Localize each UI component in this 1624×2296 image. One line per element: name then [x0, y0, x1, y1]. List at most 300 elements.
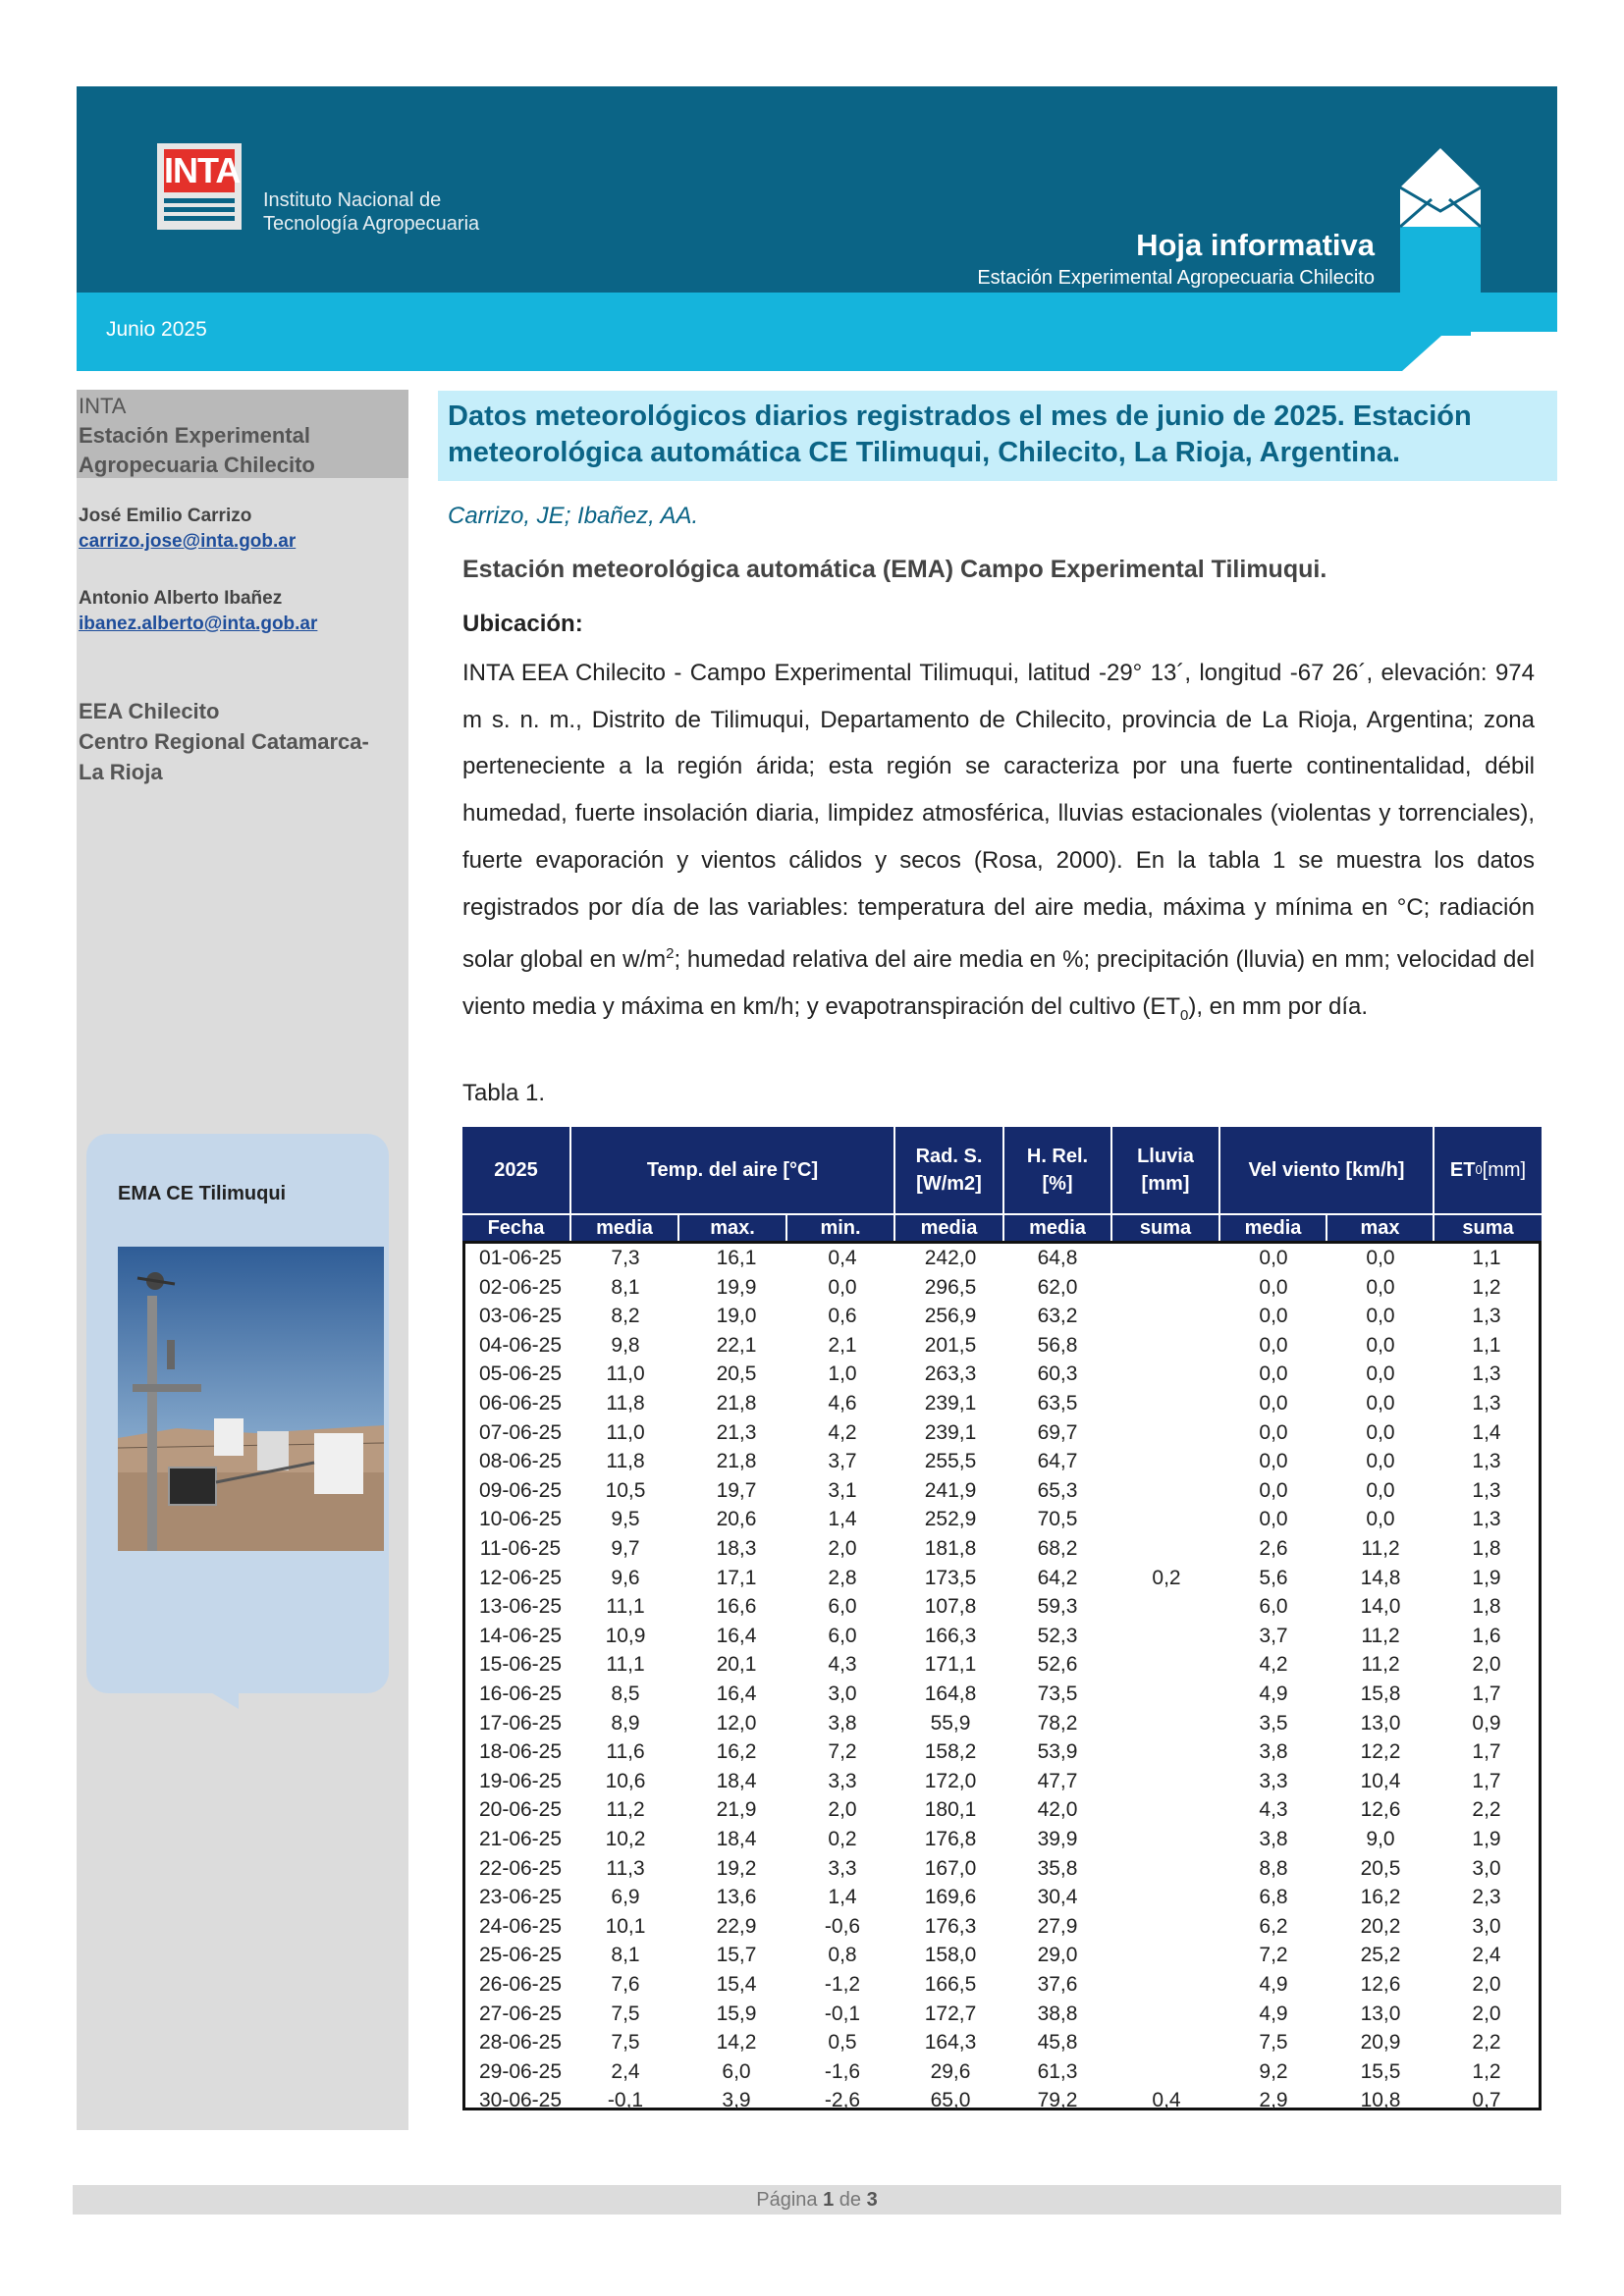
cell-et-sum: 2,0 — [1472, 2002, 1501, 2025]
cell-radiation-mean: 164,8 — [924, 1682, 977, 1705]
cell-radiation-mean: 176,8 — [924, 1828, 977, 1850]
cell-wind-mean: 3,8 — [1259, 1828, 1288, 1850]
cell-temp-min: -2,6 — [824, 2089, 861, 2112]
cell-radiation-mean: 180,1 — [924, 1798, 977, 1822]
cell-humidity-mean: 29,0 — [1037, 1944, 1078, 1967]
cell-rain-sum — [1117, 1273, 1216, 1303]
cell-date: 15-06-25 — [478, 1653, 563, 1677]
table-row — [465, 1505, 1539, 1534]
cell-temp-max: 19,9 — [716, 1275, 757, 1299]
cell-radiation-mean: 181,8 — [924, 1537, 977, 1560]
cell-wind-mean: 0,0 — [1259, 1333, 1288, 1357]
cell-et-sum: 1,1 — [1472, 1247, 1501, 1269]
cell-rain-sum — [1117, 1389, 1216, 1418]
cell-temp-max: 16,2 — [716, 1740, 757, 1764]
cell-humidity-mean: 64,7 — [1037, 1450, 1078, 1473]
cell-wind-max: 15,8 — [1360, 1682, 1401, 1705]
cell-wind-mean: 3,8 — [1259, 1740, 1288, 1764]
cell-wind-max: 10,4 — [1360, 1769, 1401, 1792]
cell-wind-mean: 5,6 — [1259, 1566, 1288, 1589]
cell-temp-min: 6,0 — [828, 1595, 857, 1619]
cell-temp-min: 1,4 — [828, 1508, 857, 1531]
cell-temp-mean: 9,6 — [611, 1566, 640, 1589]
cell-temp-max: 13,6 — [716, 1886, 757, 1909]
cell-temp-max: 16,6 — [716, 1595, 757, 1619]
cell-rain-sum: 0,2 — [1152, 1566, 1181, 1589]
header-evapotranspiration — [1435, 1127, 1542, 1213]
cell-temp-mean: 7,6 — [611, 1973, 640, 1996]
table-header — [462, 1127, 1542, 1213]
cell-wind-mean: 6,2 — [1259, 1914, 1288, 1938]
cell-wind-max: 11,2 — [1361, 1624, 1400, 1647]
header-wind-speed: Vel viento [km/h] — [1220, 1127, 1435, 1213]
cell-temp-min: 2,0 — [828, 1537, 857, 1560]
cell-radiation-mean: 263,3 — [924, 1362, 977, 1386]
cell-et-sum: 1,3 — [1472, 1508, 1501, 1531]
cell-wind-mean: 3,7 — [1259, 1624, 1288, 1647]
cell-date: 12-06-25 — [478, 1566, 563, 1589]
table-row — [465, 1622, 1539, 1651]
page-prefix: Página — [756, 2189, 824, 2211]
cell-temp-min: 3,7 — [828, 1450, 857, 1473]
author-email-1[interactable]: carrizo.jose@inta.gob.ar — [79, 531, 297, 552]
cell-wind-mean: 4,2 — [1259, 1653, 1288, 1677]
cell-humidity-mean: 30,4 — [1037, 1886, 1078, 1909]
cell-temp-min: 0,8 — [828, 1944, 857, 1967]
cell-wind-max: 0,0 — [1366, 1478, 1395, 1502]
table-row — [465, 1941, 1539, 1970]
header-relative-humidity-line2: [%] — [1042, 1173, 1073, 1195]
cell-temp-mean: 10,1 — [605, 1914, 646, 1938]
cell-temp-min: -1,6 — [824, 2059, 861, 2083]
cell-temp-max: 19,0 — [716, 1305, 757, 1328]
cell-temp-max: 22,9 — [716, 1914, 757, 1938]
cell-radiation-mean: 201,5 — [924, 1333, 977, 1357]
cell-wind-mean: 0,0 — [1259, 1420, 1288, 1444]
cell-date: 29-06-25 — [478, 2059, 563, 2083]
header-light-band — [77, 293, 1557, 371]
cell-wind-max: 12,2 — [1360, 1740, 1401, 1764]
cell-temp-mean: 11,1 — [606, 1653, 645, 1677]
table-row — [465, 2057, 1539, 2087]
station-card-tail — [199, 1685, 239, 1709]
cell-wind-max: 12,6 — [1360, 1973, 1401, 1996]
cell-et-sum: 1,8 — [1472, 1537, 1501, 1560]
cell-humidity-mean: 64,8 — [1037, 1247, 1078, 1269]
cell-wind-mean: 3,3 — [1259, 1769, 1288, 1792]
cell-radiation-mean: 65,0 — [930, 2089, 971, 2112]
cell-radiation-mean: 169,6 — [924, 1886, 977, 1909]
cell-et-sum: 1,1 — [1472, 1333, 1501, 1357]
sidebar-header-line-3: Agropecuaria Chilecito — [79, 453, 315, 477]
cell-date: 01-06-25 — [478, 1247, 563, 1269]
cell-humidity-mean: 70,5 — [1037, 1508, 1078, 1531]
cell-rain-sum: 0,4 — [1152, 2089, 1181, 2112]
cell-humidity-mean: 56,8 — [1037, 1333, 1078, 1357]
page-current: 1 — [823, 2189, 835, 2211]
cell-et-sum: 2,2 — [1472, 1798, 1501, 1822]
cell-wind-mean: 4,9 — [1259, 2002, 1288, 2025]
table-row — [465, 1709, 1539, 1738]
cell-wind-max: 0,0 — [1366, 1392, 1395, 1415]
cell-humidity-mean: 63,5 — [1037, 1392, 1078, 1415]
cell-radiation-mean: 172,7 — [924, 2002, 977, 2025]
cell-humidity-mean: 45,8 — [1037, 2031, 1078, 2055]
cell-temp-mean: 10,9 — [605, 1624, 646, 1647]
header-rainfall-line2: [mm] — [1141, 1173, 1190, 1195]
sidebar-header — [77, 390, 408, 478]
subheader-temp-mean: media — [571, 1215, 679, 1241]
cell-rain-sum — [1117, 1883, 1216, 1912]
inta-logo-stripes — [164, 198, 235, 222]
cell-temp-max: 14,2 — [716, 2031, 757, 2055]
cell-rain-sum — [1117, 1244, 1216, 1273]
header-relative-humidity-line1: H. Rel. — [1026, 1146, 1089, 1167]
cell-rain-sum — [1117, 1825, 1216, 1854]
cell-temp-min: 3,8 — [828, 1711, 857, 1735]
cell-et-sum: 2,3 — [1472, 1886, 1501, 1909]
header-notch-fill — [1441, 336, 1557, 371]
cell-radiation-mean: 239,1 — [924, 1392, 977, 1415]
author-email-2[interactable]: ibanez.alberto@inta.gob.ar — [79, 614, 318, 634]
newsletter-subtitle: Estación Experimental Agropecuaria Chilecito — [977, 267, 1375, 289]
cell-humidity-mean: 53,9 — [1037, 1740, 1078, 1764]
cell-et-sum: 1,2 — [1472, 2059, 1501, 2083]
cell-rain-sum — [1117, 1970, 1216, 2000]
cell-temp-mean: 10,2 — [605, 1828, 646, 1850]
table-row — [465, 1476, 1539, 1506]
station-card — [86, 1134, 389, 1693]
cell-wind-mean: 6,0 — [1259, 1595, 1288, 1619]
header-rainfall — [1112, 1127, 1220, 1213]
table-row — [465, 1244, 1539, 1273]
cell-date: 20-06-25 — [478, 1798, 563, 1822]
table-row — [465, 1273, 1539, 1303]
cell-temp-mean: 8,9 — [611, 1711, 640, 1735]
page-mid: de — [834, 2189, 867, 2211]
cell-humidity-mean: 61,3 — [1037, 2059, 1078, 2083]
cell-et-sum: 1,9 — [1472, 1566, 1501, 1589]
cell-radiation-mean: 171,1 — [924, 1653, 977, 1677]
cell-temp-mean: 7,5 — [611, 2031, 640, 2055]
cell-wind-mean: 0,0 — [1259, 1478, 1288, 1502]
cell-et-sum: 1,2 — [1472, 1275, 1501, 1299]
cell-radiation-mean: 166,5 — [924, 1973, 977, 1996]
cell-temp-mean: 11,6 — [606, 1740, 645, 1764]
cell-humidity-mean: 52,3 — [1037, 1624, 1078, 1647]
cell-wind-max: 0,0 — [1366, 1508, 1395, 1531]
cell-date: 08-06-25 — [478, 1450, 563, 1473]
cell-temp-min: 0,2 — [828, 1828, 857, 1850]
table-row — [465, 1737, 1539, 1767]
cell-rain-sum — [1117, 1360, 1216, 1389]
regional-center-line-3: La Rioja — [79, 760, 163, 784]
institution-name — [263, 188, 577, 236]
header-et-main: ET — [1449, 1159, 1476, 1181]
table-row — [465, 2086, 1539, 2115]
table-row — [465, 1592, 1539, 1622]
page-total: 3 — [866, 2189, 878, 2211]
subheader-et-sum: suma — [1462, 1217, 1514, 1239]
table-row — [465, 1564, 1539, 1593]
cell-wind-mean: 0,0 — [1259, 1305, 1288, 1328]
subheader-radiation-mean: media — [895, 1215, 1004, 1241]
cell-temp-min: 3,0 — [828, 1682, 857, 1705]
cell-et-sum: 1,7 — [1472, 1740, 1501, 1764]
cell-date: 07-06-25 — [478, 1420, 563, 1444]
cell-wind-max: 9,0 — [1366, 1828, 1395, 1850]
cell-wind-mean: 7,2 — [1259, 1944, 1288, 1967]
cell-temp-mean: 9,7 — [611, 1537, 640, 1560]
cell-temp-min: 1,0 — [828, 1362, 857, 1386]
subheader-temp-max: max. — [679, 1215, 787, 1241]
cell-wind-max: 11,2 — [1361, 1537, 1400, 1560]
cell-et-sum: 2,2 — [1472, 2031, 1501, 2055]
cell-temp-max: 20,5 — [716, 1362, 757, 1386]
subheader-humidity-mean: media — [1004, 1215, 1112, 1241]
cell-temp-min: 3,3 — [828, 1769, 857, 1792]
cell-date: 21-06-25 — [478, 1828, 563, 1850]
location-description — [462, 650, 1535, 1039]
article-title-box — [438, 391, 1557, 481]
table-row — [465, 1883, 1539, 1912]
cell-humidity-mean: 79,2 — [1037, 2089, 1078, 2112]
cell-rain-sum — [1117, 1709, 1216, 1738]
table-row — [465, 1650, 1539, 1680]
sidebar-header-line-2: Estación Experimental — [79, 423, 310, 448]
cell-et-sum: 1,3 — [1472, 1478, 1501, 1502]
cell-rain-sum — [1117, 1302, 1216, 1331]
cell-date: 03-06-25 — [478, 1305, 563, 1328]
cell-temp-min: 3,3 — [828, 1856, 857, 1880]
cell-wind-mean: 4,3 — [1259, 1798, 1288, 1822]
cell-humidity-mean: 47,7 — [1037, 1769, 1078, 1792]
cell-date: 17-06-25 — [478, 1711, 563, 1735]
description-text-1: INTA EEA Chilecito - Campo Experimental Tilimuqui, latitud -29° 13´, longitud -67 26´, elevación: 974 m s. n. m., Distrito de Tilimuqui, Departamento de Chilecito, provincia de La Rioja, Argentina; zona perteneciente a la región árida; esta región se caracteriza por una fuerte continentalidad, débil humedad, fuerte insolación diaria, limpidez atmosférica, lluvias estacionales (violentas y torrenciales), fuerte evaporación y vientos cálidos y secos (Rosa, 2000). En la tabla 1 se muestra los datos registrados por día de las variables: temperatura del aire media, máxima y mínima en °C; radiación solar global en w/m — [462, 660, 1535, 974]
cell-rain-sum — [1117, 2057, 1216, 2087]
header-et-sub: 0 — [1475, 1162, 1483, 1177]
inta-logo — [157, 143, 242, 230]
subheader-date: Fecha — [462, 1215, 571, 1241]
cell-temp-max: 17,1 — [716, 1566, 757, 1589]
cell-wind-max: 0,0 — [1366, 1247, 1395, 1269]
page-number — [73, 2185, 1561, 2215]
regional-center-line-1: EEA Chilecito — [79, 699, 220, 723]
header-et-unit: [mm] — [1482, 1159, 1527, 1181]
cell-wind-max: 0,0 — [1366, 1305, 1395, 1328]
cell-temp-mean: 11,1 — [606, 1595, 645, 1619]
cell-temp-mean: 7,5 — [611, 2002, 640, 2025]
cell-temp-mean: 11,0 — [606, 1420, 645, 1444]
cell-date: 09-06-25 — [478, 1478, 563, 1502]
cell-temp-max: 21,8 — [716, 1392, 757, 1415]
table-row — [465, 1854, 1539, 1884]
table-row — [465, 1767, 1539, 1796]
cell-date: 06-06-25 — [478, 1392, 563, 1415]
cell-temp-max: 18,4 — [716, 1769, 757, 1792]
weather-station-photo — [118, 1247, 384, 1551]
cell-temp-mean: 11,8 — [606, 1392, 645, 1415]
cell-date: 25-06-25 — [478, 1944, 563, 1967]
regional-center — [79, 696, 403, 787]
cell-temp-min: 0,0 — [828, 1275, 857, 1299]
header-solar-radiation-line1: Rad. S. — [915, 1146, 983, 1167]
cell-temp-mean: 11,2 — [606, 1798, 645, 1822]
cell-wind-max: 20,9 — [1360, 2031, 1401, 2055]
cell-rain-sum — [1117, 1680, 1216, 1709]
subheader-wind-mean: media — [1220, 1215, 1327, 1241]
cell-temp-max: 16,1 — [716, 1247, 757, 1269]
cell-date: 26-06-25 — [478, 1973, 563, 1996]
cell-temp-max: 21,9 — [716, 1798, 757, 1822]
cell-radiation-mean: 256,9 — [924, 1305, 977, 1328]
cell-temp-mean: 9,5 — [611, 1508, 640, 1531]
cell-et-sum: 2,0 — [1472, 1973, 1501, 1996]
station-card-title: EMA CE Tilimuqui — [118, 1183, 287, 1204]
header-solar-radiation-line2: [W/m2] — [916, 1173, 982, 1195]
header-rainfall-line1: Lluvia — [1137, 1146, 1194, 1167]
cell-date: 19-06-25 — [478, 1769, 563, 1792]
table-row — [465, 1534, 1539, 1564]
cell-wind-max: 14,8 — [1360, 1566, 1401, 1589]
cell-temp-min: 6,0 — [828, 1624, 857, 1647]
header-notch — [1402, 336, 1441, 371]
cell-radiation-mean: 29,6 — [930, 2059, 971, 2083]
subheader-wind-max: max — [1327, 1215, 1435, 1241]
cell-wind-max: 13,0 — [1360, 2002, 1401, 2025]
cell-temp-max: 3,9 — [722, 2089, 751, 2112]
cell-wind-max: 11,2 — [1361, 1653, 1400, 1677]
cell-rain-sum — [1117, 1331, 1216, 1361]
cell-temp-max: 12,0 — [716, 1711, 757, 1735]
cell-wind-max: 0,0 — [1366, 1450, 1395, 1473]
cell-date: 24-06-25 — [478, 1914, 563, 1938]
cell-wind-max: 13,0 — [1360, 1711, 1401, 1735]
sidebar-header-line-1: INTA — [79, 394, 127, 418]
cell-rain-sum — [1117, 1505, 1216, 1534]
cell-wind-mean: 0,0 — [1259, 1275, 1288, 1299]
cell-radiation-mean: 172,0 — [924, 1769, 977, 1792]
cell-wind-mean: 2,6 — [1259, 1537, 1288, 1560]
table-row — [465, 1302, 1539, 1331]
cell-et-sum: 3,0 — [1472, 1856, 1501, 1880]
table-row — [465, 1360, 1539, 1389]
cell-wind-max: 0,0 — [1366, 1362, 1395, 1386]
cell-date: 11-06-25 — [479, 1537, 562, 1560]
cell-temp-mean: 8,1 — [611, 1944, 640, 1967]
location-label: Ubicación: — [462, 611, 583, 637]
cell-et-sum: 0,7 — [1472, 2089, 1501, 2112]
cell-humidity-mean: 69,7 — [1037, 1420, 1078, 1444]
cell-date: 18-06-25 — [478, 1740, 563, 1764]
table-row — [465, 1331, 1539, 1361]
cell-radiation-mean: 242,0 — [924, 1247, 977, 1269]
cell-temp-max: 16,4 — [716, 1682, 757, 1705]
description-superscript: 2 — [666, 945, 675, 963]
table-subheader — [462, 1215, 1542, 1241]
cell-radiation-mean: 166,3 — [924, 1624, 977, 1647]
cell-temp-min: 4,6 — [828, 1392, 857, 1415]
cell-temp-max: 21,8 — [716, 1450, 757, 1473]
cell-temp-max: 18,3 — [716, 1537, 757, 1560]
institution-line-1: Instituto Nacional de — [263, 189, 442, 211]
header-year: 2025 — [462, 1127, 571, 1213]
table-row — [465, 1447, 1539, 1476]
cell-radiation-mean: 239,1 — [924, 1420, 977, 1444]
cell-temp-min: 0,5 — [828, 2031, 857, 2055]
cell-et-sum: 1,4 — [1472, 1420, 1501, 1444]
cell-temp-max: 20,6 — [716, 1508, 757, 1531]
cell-temp-mean: 6,9 — [611, 1886, 640, 1909]
article-subtitle: Estación meteorológica automática (EMA) Campo Experimental Tilimuqui. — [462, 556, 1327, 583]
cell-wind-mean: 4,9 — [1259, 1682, 1288, 1705]
cell-temp-max: 15,4 — [716, 1973, 757, 1996]
table-row — [465, 1680, 1539, 1709]
cell-rain-sum — [1117, 1592, 1216, 1622]
cell-rain-sum — [1117, 1912, 1216, 1942]
cell-temp-min: 0,4 — [828, 1247, 857, 1269]
table-row — [465, 1389, 1539, 1418]
cell-humidity-mean: 60,3 — [1037, 1362, 1078, 1386]
cell-wind-mean: 2,9 — [1259, 2089, 1288, 2112]
cell-temp-mean: 8,2 — [611, 1305, 640, 1328]
cell-temp-mean: 8,1 — [611, 1275, 640, 1299]
cell-temp-min: -0,6 — [824, 1914, 861, 1938]
article-title: Datos meteorológicos diarios registrados el mes de junio de 2025. Estación meteorológica automática CE Tilimuqui, Chilecito, La Rioja, Argentina. — [448, 400, 1472, 468]
cell-rain-sum — [1117, 1476, 1216, 1506]
cell-radiation-mean: 158,0 — [924, 1944, 977, 1967]
cell-humidity-mean: 42,0 — [1037, 1798, 1078, 1822]
header-banner — [77, 86, 1557, 371]
table-row — [465, 1418, 1539, 1448]
cell-et-sum: 1,3 — [1472, 1362, 1501, 1386]
cell-wind-max: 10,8 — [1360, 2089, 1401, 2112]
cell-radiation-mean: 158,2 — [924, 1740, 977, 1764]
cell-wind-max: 12,6 — [1360, 1798, 1401, 1822]
newsletter-title: Hoja informativa — [1136, 228, 1375, 262]
cell-temp-min: 2,1 — [828, 1333, 857, 1357]
cell-rain-sum — [1117, 1737, 1216, 1767]
cell-humidity-mean: 35,8 — [1037, 1856, 1078, 1880]
cell-wind-max: 0,0 — [1366, 1275, 1395, 1299]
cell-temp-max: 19,7 — [716, 1478, 757, 1502]
regional-center-line-2: Centro Regional Catamarca- — [79, 729, 369, 754]
institution-line-2: Tecnología Agropecuaria — [263, 213, 480, 235]
cell-humidity-mean: 64,2 — [1037, 1566, 1078, 1589]
cell-wind-mean: 8,8 — [1259, 1856, 1288, 1880]
cell-temp-max: 16,4 — [716, 1624, 757, 1647]
cell-temp-min: -1,2 — [824, 1973, 861, 1996]
cell-date: 28-06-25 — [478, 2031, 563, 2055]
author-name-1: José Emilio Carrizo — [79, 506, 252, 526]
cell-rain-sum — [1117, 1767, 1216, 1796]
cell-radiation-mean: 55,9 — [930, 1711, 971, 1735]
cell-temp-min: 1,4 — [828, 1886, 857, 1909]
cell-et-sum: 2,4 — [1472, 1944, 1501, 1967]
inta-logo-text: INTA — [164, 150, 241, 190]
table-row — [465, 2028, 1539, 2057]
cell-wind-mean: 9,2 — [1259, 2059, 1288, 2083]
cell-et-sum: 1,3 — [1472, 1305, 1501, 1328]
cell-humidity-mean: 38,8 — [1037, 2002, 1078, 2025]
cell-humidity-mean: 62,0 — [1037, 1275, 1078, 1299]
cell-rain-sum — [1117, 1650, 1216, 1680]
cell-et-sum: 1,7 — [1472, 1682, 1501, 1705]
cell-wind-max: 0,0 — [1366, 1420, 1395, 1444]
cell-humidity-mean: 39,9 — [1037, 1828, 1078, 1850]
cell-date: 05-06-25 — [478, 1362, 563, 1386]
cell-rain-sum — [1117, 2000, 1216, 2029]
